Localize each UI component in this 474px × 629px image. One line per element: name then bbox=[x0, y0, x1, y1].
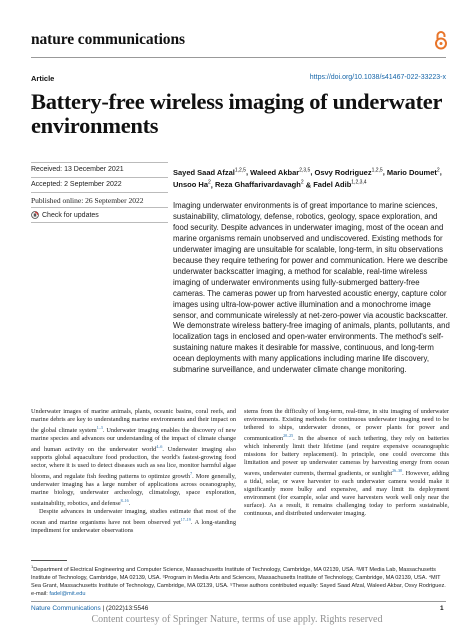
body-column-2 bbox=[244, 408, 449, 518]
body-paragraph: Underwater images of marine animals, plants, oceanic basins, coral reefs, and marine debris are key to understanding marine environments and their impact on the global climate system$^{1-3}$. Underwater imaging enables the discovery of new marine species and advances our understanding of the impact of climate change and human activity on the underwater world$^{4-6}$. Underwater imaging also supports global aquaculture food production, the world's fastest-growing food sector, where it is used to detect diseases such as sea lice, monitor harmful algae blooms, and regulate fish feeding patterns to optimize growth$^7$. More generally, underwater imaging has a large number of applications across oceanography, marine biology, underwater archeology, climatology, space exploration, sustainability, robotics, and defense$^{8-16}$. bbox=[31, 408, 237, 507]
footnote-rule bbox=[31, 560, 67, 561]
author-list: Sayed Saad Afzal$^{1,2,5}$, Waleed Akbar$^{2,3,5}$, Osvy Rodriguez$^{1,2,5}$, Mario Doumet$^2$, Unsoo Ha$^2$, Reza Ghaffarivardavagh$^2$ & Fadel Adib$^{1,2,3,4}$ bbox=[173, 167, 442, 189]
journal-name: nature communications bbox=[31, 31, 185, 48]
author-0[interactable]: Sayed Saad Afzal$^{1,2,5}$ bbox=[173, 167, 246, 177]
author-4[interactable]: Unsoo Ha$^2$ bbox=[173, 179, 211, 189]
author-5[interactable]: Reza Ghaffarivardavagh$^2$ bbox=[214, 179, 304, 189]
article-type: Article bbox=[31, 74, 55, 83]
citation-link[interactable]: 26–30 bbox=[392, 467, 403, 473]
header-rule bbox=[31, 57, 446, 58]
affiliations-footnote: $^1$Department of Electrical Engineering and Computer Science, Massachusetts Institute of Technology, Cambridge, MA 02139, USA. ²MIT Media Lab, Massachusetts Institute of Technology, Cambridge, MA 02139, USA. ³Program in Media Arts and Sciences, Massachusetts Institute of Technology, Cambridge, MA 02139, USA. ⁴MIT Sea Grant, Massachusetts Institute of Technology, Cambridge, MA 02139, USA. ⁵These authors contributed equally: Sayed Saad Afzal, Waleed Akbar, Osvy Rodriguez. e-mail: fadel@mit.edu bbox=[31, 564, 446, 597]
author-6[interactable]: Fadel Adib$^{1,2,3,4}$ bbox=[313, 179, 367, 189]
email-label: e-mail: bbox=[31, 590, 48, 597]
meta-rule-3 bbox=[31, 192, 168, 193]
footer-rule bbox=[31, 601, 446, 602]
meta-rule-5 bbox=[31, 222, 168, 223]
check-for-updates-icon bbox=[31, 211, 39, 219]
citation-link[interactable]: 20–25 bbox=[283, 432, 294, 438]
author-2[interactable]: Osvy Rodriguez$^{1,2,5}$ bbox=[314, 167, 383, 177]
courtesy-watermark: Content courtesy of Springer Nature, terms of use apply. Rights reserved bbox=[91, 614, 383, 625]
citation-link[interactable]: 1–3 bbox=[96, 424, 103, 430]
footer-citation: Nature Communications | (2022)13:5546 bbox=[31, 605, 149, 612]
body-paragraph: Despite advances in underwater imaging, studies estimate that most of the ocean and marine organisms have not been observed yet$^{17-19}$. A long-standing impediment for underwater observations bbox=[31, 507, 236, 534]
check-for-updates-button[interactable] bbox=[31, 211, 99, 219]
article-title: Battery-free wireless imaging of underwater environments bbox=[31, 89, 442, 138]
author-3[interactable]: Mario Doumet$^2$ bbox=[386, 167, 440, 177]
open-access-icon bbox=[434, 30, 448, 50]
page-number: 1 bbox=[440, 605, 444, 612]
received-date: Received: 13 December 2021 bbox=[31, 166, 124, 173]
published-date: Published online: 26 September 2022 bbox=[31, 196, 144, 205]
accepted-date: Accepted: 2 September 2022 bbox=[31, 181, 122, 188]
body-paragraph: stems from the difficulty of long-term, real-time, in situ imaging of underwater environments. Existing methods for continuous underwater imaging need to be tethered to ships, underwater drones, or power plants for power and communication$^{20-25}$. In the absence of such tethering, they rely on batteries which inherently limit their lifetime (and require expensive oceanographic missions for battery replacement). In principle, one could overcome this limitation and power up underwater cameras by harvesting energy from ocean waves, underwater currents, thermal gradients, or sunlight$^{26-30}$. However, adding a tidal, solar, or wave harvester to each underwater camera would make it significantly more bulky and expensive, and may limit its deployment environment (for example, solar and wave harvesters work well only near the surface). As a result, it remains challenging today to perform sustainable, continuous, and distributed underwater imaging. bbox=[244, 408, 449, 517]
doi-link[interactable]: https://doi.org/10.1038/s41467-022-33223-x bbox=[309, 74, 446, 81]
citation-link[interactable]: 8–16 bbox=[120, 497, 129, 503]
citation-link[interactable]: 4–6 bbox=[156, 443, 163, 449]
body-column-1 bbox=[31, 408, 236, 535]
author-1[interactable]: Waleed Akbar$^{2,3,5}$ bbox=[250, 167, 311, 177]
journal-footer-link[interactable]: Nature Communications bbox=[31, 605, 101, 612]
check-for-updates-label: Check for updates bbox=[42, 211, 99, 219]
citation-link[interactable]: 17–19 bbox=[180, 516, 191, 522]
meta-rule-1 bbox=[31, 162, 168, 163]
meta-rule-4 bbox=[31, 207, 168, 208]
meta-rule-2 bbox=[31, 177, 168, 178]
abstract: Imaging underwater environments is of great importance to marine sciences, sustainability, climatology, defense, robotics, geology, space exploration, and food security. Despite advances in underwater imaging, most of the ocean and marine organisms remain unobserved and undiscovered. Existing methods for underwater imaging are unsuitable for scalable, long-term, in situ observations because they require tethering for power and communication. Here we describe underwater backscatter imaging, a method for scalable, real-time wireless imaging of underwater environments using fully-submerged battery-free cameras. The cameras power up from harvested acoustic energy, capture color images using ultra-low-power active illumination and a monochrome image sensor, and communicate wirelessly at net-zero-power via acoustic backscatter. We demonstrate wireless battery-free imaging of animals, plants, pollutants, and localization tags in enclosed and open-water environments. The method's self-sustaining nature makes it desirable for massive, continuous, and long-term ocean deployments with many applications including marine life discovery, submarine surveillance, and underwater climate change monitoring. bbox=[173, 201, 450, 375]
email-link[interactable]: fadel@mit.edu bbox=[49, 590, 86, 597]
citation-link[interactable]: 7 bbox=[190, 470, 193, 476]
